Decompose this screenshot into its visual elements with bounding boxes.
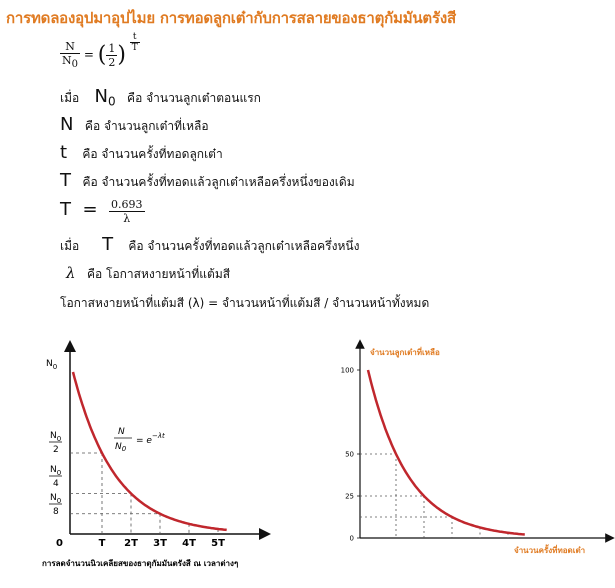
chart2-ytick-label: 50: [345, 450, 354, 459]
page-title: การทดลองอุปมาอุปไมย การทอดลูกเต๋ากับการสลายของธาตุกัมมันตรังสี: [6, 9, 456, 27]
halflife-formula: T = $\frac{0.693}{\lambda}$: [60, 198, 143, 225]
dice-chart: [310, 336, 615, 588]
probability-line: โอกาสหงายหน้าที่แต้มสี (λ) = จำนวนหน้าที่แต้มสี / จำนวนหน้าทั้งหมด: [60, 296, 430, 310]
svg-text:N0: $N_0$: [50, 431, 62, 443]
svg-text:2: 2: [53, 445, 59, 455]
decay-chart: [0, 336, 300, 588]
svg-text:N0: $N_0$: [50, 465, 62, 477]
chart1-equation: [114, 427, 165, 453]
svg-text:8: 8: [53, 507, 59, 517]
chart2-decay-curve: [368, 370, 525, 535]
chart1-xtick-label: 4T: [182, 538, 196, 549]
decay-formula: $\frac{N}{N_0}$ = ( $\frac{1}{2}$ ) $\frac{t}{T}$: [62, 32, 138, 71]
definition-n0: เมื่อ $N_0$ คือ จำนวนลูกเต๋าตอนแรก: [60, 86, 261, 109]
definition-lambda: λ คือ โอกาสหงายหน้าที่แต้มสี: [66, 264, 231, 282]
chart1-xtick-label: T: [98, 538, 106, 549]
chart1-decay-curve: [73, 372, 227, 530]
chart1-ytick-half: [49, 431, 62, 455]
chart1-guides: [70, 453, 218, 534]
chart1-caption: การลดจำนวนนิวเคลียสของธาตุกัมมันตรังสี ณ เวลาต่างๆ: [42, 559, 239, 568]
definition-t: t คือ จำนวนครั้งที่ทอดลูกเต๋า: [60, 142, 223, 163]
svg-text:N0: $N_0$: [50, 493, 62, 505]
chart1-ytick-n0: [46, 359, 57, 371]
svg-text:N0: $N_0$: [46, 359, 58, 371]
svg-text:N0: $N_0$: [115, 442, 127, 453]
definition-T2: เมื่อ T คือ จำนวนครั้งที่ทอดแล้วลูกเต๋าเหลือครึ่งหนึ่ง: [60, 234, 360, 255]
svg-text:4: 4: [53, 479, 59, 489]
formula-base: $\frac{1}{2}$: [108, 41, 116, 69]
chart2-guides: [360, 454, 508, 538]
chart1-ytick-eighth: [49, 493, 62, 517]
formula-lhs: $\frac{N}{N_0}$: [62, 40, 78, 71]
chart2-xlabel: จำนวนครั้งที่ทอดเต๋า: [514, 546, 586, 555]
chart1-xtick-label: 2T: [124, 538, 138, 549]
svg-text:= e−λt: = $e^{-\lambda t}$: [136, 432, 165, 446]
chart1-origin-label: 0: [56, 538, 63, 549]
svg-text:N: N: [118, 427, 125, 437]
chart1-xtick-label: 5T: [211, 538, 225, 549]
chart2-ylabel: จำนวนลูกเต๋าที่เหลือ: [370, 348, 440, 357]
formula-exponent: $\frac{t}{T}$: [131, 32, 138, 53]
chart2-y-ticks: [341, 367, 360, 543]
chart1-ytick-quarter: [49, 465, 62, 489]
chart2-ytick-label: 100: [340, 366, 354, 375]
definition-T: T คือ จำนวนครั้งที่ทอดแล้วลูกเต๋าเหลือครึ่งหนึ่งของเดิม: [60, 170, 355, 191]
chart1-xtick-label: 3T: [153, 538, 167, 549]
definition-n: N คือ จำนวนลูกเต๋าที่เหลือ: [60, 114, 209, 135]
chart2-ytick-label: 25: [345, 492, 354, 501]
chart1-x-ticks: [99, 538, 225, 549]
chart2-ytick-label: 0: [349, 534, 354, 543]
